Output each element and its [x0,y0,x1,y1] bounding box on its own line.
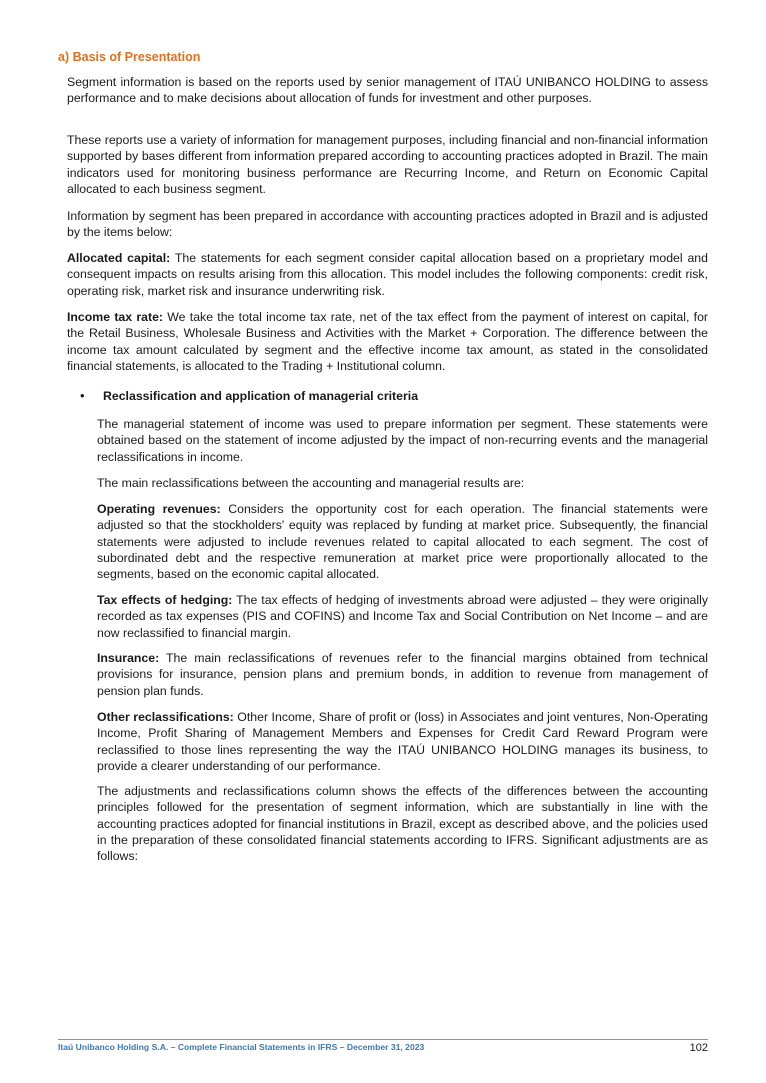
paragraph-text: The main reclassifications between the accounting and managerial results are: [97,476,525,490]
paragraph-insurance [97,650,708,699]
footer-caption: Itaú Unibanco Holding S.A. – Complete Financial Statements in IFRS – December 31, 2023 [58,1042,425,1052]
paragraph-allocated-capital [67,250,708,299]
paragraph-managerial-statement [97,416,708,465]
section-heading: a) Basis of Presentation [58,50,201,64]
term-label: Allocated capital: [67,251,171,265]
paragraph-operating-revenues [97,501,708,582]
paragraph-adjustments-column [97,783,708,864]
paragraph-tax-effects-of-hedging [97,592,708,641]
paragraph-segment-information [67,74,708,107]
bullet-title: Reclassification and application of managerial criteria [103,389,419,403]
term-text: The tax effects of hedging of investments abroad were adjusted – they were originally recorded as tax expenses (PIS and COFINS) and Income Tax and Social Contribution on Net Income – and are now reclassified to financial margin. [97,593,708,640]
term-label: Other reclassifications: [97,710,234,724]
term-label: Operating revenues: [97,502,221,516]
term-label: Income tax rate: [67,310,164,324]
term-text: The statements for each segment consider capital allocation based on a proprietary model and consequent impacts on results arising from this allocation. This model includes the following components: credit risk, operating risk, market risk and insurance underwriting risk. [67,251,708,298]
paragraph-text: The adjustments and reclassifications column shows the effects of the differences between the accounting principles followed for the presentation of segment information, which are substantially in line with the accounting practices adopted for financial institutions in Brazil, except as described above, and the policies used in the preparation of these consolidated financial statements according to IFRS. Significant adjustments are as follows: [97,784,708,864]
term-label: Tax effects of hedging: [97,593,233,607]
paragraph-reports [67,132,708,197]
paragraph-income-tax-rate [67,309,708,374]
term-text: We take the total income tax rate, net of the tax effect from the payment of interest on capital, for the Retail Business, Wholesale Business and Activities with the Market + Corporation. The difference between the income tax amount calculated by segment and the effective income tax amount, as stated in the consolidated financial statements, is allocated to the Trading + Institutional column. [67,310,708,373]
paragraph-other-reclassifications [97,709,708,774]
bullet-icon: • [80,388,85,403]
paragraph-information-by-segment [67,208,708,241]
paragraph-text: The managerial statement of income was used to prepare information per segment. These statements were obtained based on the statement of income adjusted by the impact of non-recurring events and the managerial reclassifications in income. [97,417,708,464]
term-label: Insurance: [97,651,160,665]
paragraph-text: These reports use a variety of information for management purposes, including financial and non-financial information supported by bases different from information prepared according to accounting practices adopted in Brazil. The main indicators used for monitoring business performance are Recurring Income, and Return on Economic Capital allocated to each business segment. [67,133,708,196]
term-text: Considers the opportunity cost for each operation. The financial statements were adjusted so that the stockholders' equity was replaced by funding at market price. Subsequently, the financial statements were adjusted to include revenues related to capital allocated to each segment. The cost of subordinated debt and the respective remuneration at market price were proportionally allocated to the segments, based on the economic capital allocated. [97,502,708,582]
term-text: Other Income, Share of profit or (loss) in Associates and joint ventures, Non-Operating Income, Profit Sharing of Management Members and Expenses for Credit Card Reward Program were reclassified to those lines representing the way the ITAÚ UNIBANCO HOLDING manages its business, to provide a clearer understanding of our performance. [97,710,708,773]
paragraph-text: Segment information is based on the reports used by senior management of ITAÚ UNIBANCO HOLDING to assess performance and to make decisions about allocation of funds for investment and other purposes. [67,75,708,106]
term-text: The main reclassifications of revenues refer to the financial margins obtained from technical provisions for insurance, pension plans and premium bonds, in addition to revenue from management of pension plan funds. [97,651,708,698]
page-number: 102 [689,1042,708,1054]
paragraph-text: Information by segment has been prepared in accordance with accounting practices adopted in Brazil and is adjusted by the items below: [67,209,708,240]
paragraph-main-reclassifications [97,475,708,491]
footer-divider [58,1039,708,1040]
